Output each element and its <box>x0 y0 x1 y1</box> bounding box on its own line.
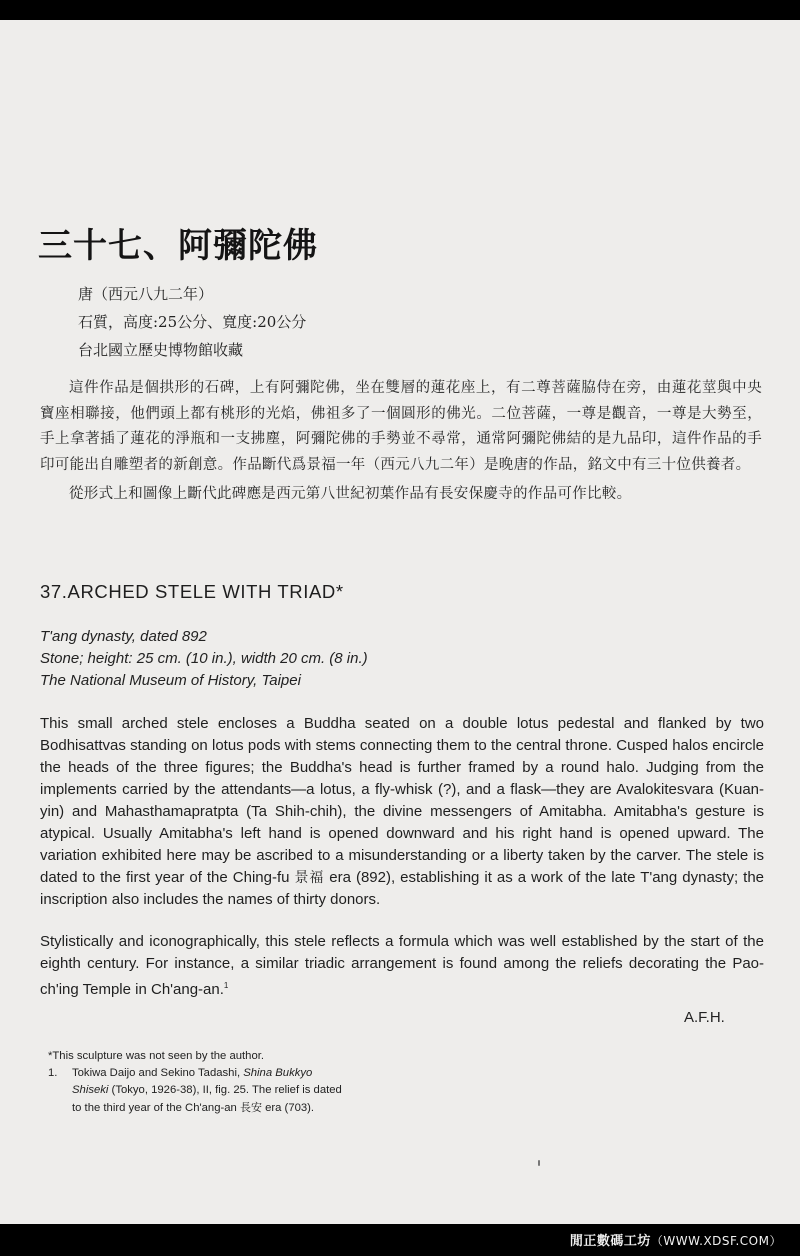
chinese-body <box>40 376 762 508</box>
footnote-star: *This sculpture was not seen by the author. <box>48 1050 265 1062</box>
english-paragraph-1-text-a: This small arched stele encloses a Buddha seated on a double lotus pedestal and flanked by two Bodhisattvas standing on lotus pods with stems connecting them to the central throne. Cusped halos encircle the heads of the three figures; the Buddha's head is further framed by a round halo. Judging from the implements carried by the attendants—a lotus, a fly-whisk (?), and a flask—they are Avalokitesvara (Kuan-yin) and Mahasthamapratpta (Ta Shih-chih), the divine messengers of Amitabha. Amitabha's gesture is atypical. Usually Amitabha's left hand is opened downward and his right hand is opened upward. The variation exhibited here may be ascribed to a misunderstanding or a liberty taken by the carver. The stele is dated to the first year of the Ching-fu <box>40 715 764 886</box>
footnote-1-date-text-b: era (703). <box>261 1102 315 1114</box>
english-paragraph-2-text: Stylistically and iconographically, this stele reflects a formula which was well established by the start of the eighth century. For instance, a similar triadic arrangement is found among the reliefs decorating the Pao-ch'ing Temple in Ch'ang-an. <box>40 933 764 998</box>
footnote-1-book-title-a: Shina Bukkyo <box>243 1067 313 1079</box>
english-paragraph-2 <box>40 931 764 1001</box>
footnote-1-date-text-a: to the third year of the Ch'ang-an <box>72 1102 240 1114</box>
english-paragraph-1-text-b: era (892), establishing it as a work of the late T'ang dynasty; the inscription also includes the names of thirty donors. <box>40 869 765 908</box>
footnotes <box>48 1048 408 1117</box>
footnote-1-authors: Tokiwa Daijo and Sekino Tadashi, <box>72 1067 244 1079</box>
chinese-material: 石質，高度:25公分、寬度:20公分 <box>78 313 307 331</box>
page-speck <box>538 1160 540 1166</box>
chinese-collection: 台北國立歷史博物館收藏 <box>78 341 244 359</box>
english-metadata <box>40 626 368 692</box>
footnote-reference-1: 1 <box>223 981 229 990</box>
chinese-dynasty: 唐（西元八九二年） <box>78 285 214 303</box>
footnote-1-line-3 <box>48 1099 408 1117</box>
ching-fu-characters: 景福 <box>294 870 325 886</box>
english-material: Stone; height: 25 cm. (10 in.), width 20 cm. (8 in.) <box>40 650 368 667</box>
footnote-1-line-2 <box>48 1082 408 1099</box>
english-paragraph-1 <box>40 713 764 911</box>
watermark <box>570 1230 782 1249</box>
changan-characters: 長安 <box>239 1101 262 1114</box>
footnote-1-book-title-b: Shiseki <box>72 1084 109 1096</box>
english-body <box>40 713 764 1001</box>
chinese-title: 三十七、阿彌陀佛 <box>38 226 318 266</box>
chinese-paragraph-1: 這件作品是個拱形的石碑，上有阿彌陀佛，坐在雙層的蓮花座上，有二尊菩薩脇侍在旁，由蓮花莖與中央寶座相聯接，他們頭上都有桃形的光焰，佛祖多了一個圓形的佛光。二位菩薩，一尊是觀音，一尊是大勢至，手上拿著插了蓮花的淨瓶和一支拂塵，阿彌陀佛的手勢並不尋常，通常阿彌陀佛結的是九品印，這件作品的手印可能出自雕塑者的新創意。作品斷代爲景福一年（西元八九二年）是晚唐的作品，銘文中有三十位供養者。 <box>40 380 762 473</box>
english-dynasty: T'ang dynasty, dated 892 <box>40 628 207 645</box>
chinese-metadata <box>78 280 306 364</box>
footnote-1-number: 1. <box>48 1067 58 1079</box>
english-title: 37.ARCHED STELE WITH TRIAD* <box>40 581 344 602</box>
footnote-1-line-1 <box>48 1065 408 1082</box>
document-page <box>0 20 800 1224</box>
footnote-1-citation: (Tokyo, 1926-38), II, fig. 25. The relief is dated <box>108 1084 342 1096</box>
author-initials: A.F.H. <box>684 1009 725 1026</box>
watermark-url: （WWW.XDSF.COM） <box>650 1234 782 1248</box>
watermark-name: 閒正數碼工坊 <box>569 1234 651 1249</box>
english-collection: The National Museum of History, Taipei <box>40 672 301 689</box>
chinese-paragraph-2: 從形式上和圖像上斷代此碑應是西元第八世紀初葉作品有長安保慶寺的作品可作比較。 <box>69 486 632 502</box>
